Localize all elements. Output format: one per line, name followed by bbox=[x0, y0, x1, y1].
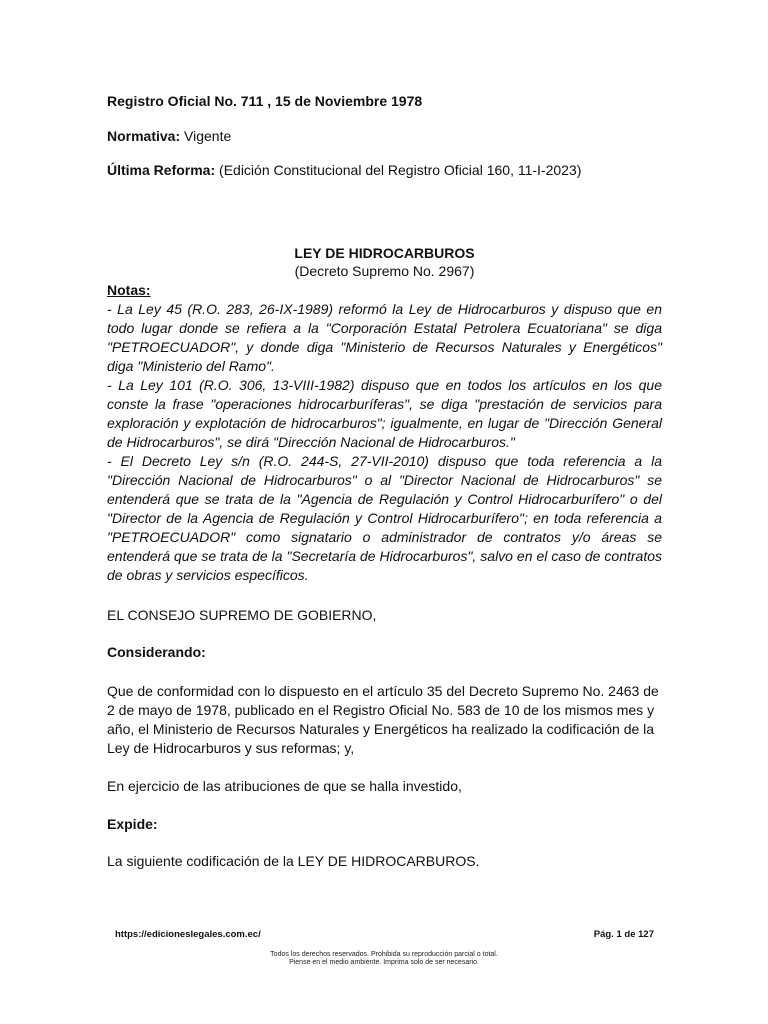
notes-section bbox=[107, 281, 662, 585]
page-number: Pág. 1 de 127 bbox=[593, 929, 654, 940]
footer-environment-note: Piense en el medio ambiente. Imprima solo de ser necesario. bbox=[289, 959, 479, 966]
expide-heading: Expide: bbox=[107, 816, 158, 832]
considerando-heading: Considerando: bbox=[107, 644, 206, 660]
document-title: LEY DE HIDROCARBUROS bbox=[294, 245, 475, 261]
footer-url-link[interactable]: https://edicioneslegales.com.ec/ bbox=[115, 929, 261, 940]
note-item: - La Ley 45 (R.O. 283, 26-IX-1989) reformó la Ley de Hidrocarburos y dispuso que en todo lugar donde se refiera a la "Corporación Estatal Petrolera Ecuatoriana" se diga "PETROECUADOR", y donde diga "Ministerio de Recursos Naturales y Energéticos" diga "Ministerio del Ramo". bbox=[107, 301, 662, 374]
ultima-reforma-value: (Edición Constitucional del Registro Oficial 160, 11-I-2023) bbox=[215, 162, 582, 178]
normativa-line bbox=[107, 127, 231, 146]
atribuciones-paragraph: En ejercicio de las atribuciones de que se halla investido, bbox=[107, 778, 462, 794]
note-item: - El Decreto Ley s/n (R.O. 244-S, 27-VII-2010) dispuso que toda referencia a la "Dirección Nacional de Hidrocarburos" o al "Director Nacional de Hidrocarburos" se entenderá que se trata de la "Agencia de Regulación y Control Hidrocarburífero" o del "Director de la Agencia de Regulación y Control Hidrocarburífero"; en toda referencia a "PETROECUADOR" como signatario o administrador de contratos y/o áreas se entenderá que se trata de la "Secretaría de Hidrocarburos", salvo en el caso de contratos de obras y servicios específicos. bbox=[107, 453, 662, 583]
ultima-reforma-label: Última Reforma: bbox=[107, 162, 216, 178]
consejo-line: EL CONSEJO SUPREMO DE GOBIERNO, bbox=[107, 607, 377, 623]
ultima-reforma-line bbox=[107, 161, 581, 180]
normativa-label: Normativa: bbox=[107, 128, 181, 144]
normativa-value: Vigente bbox=[180, 128, 232, 144]
document-subtitle: (Decreto Supremo No. 2967) bbox=[294, 263, 475, 279]
considerando-paragraph: Que de conformidad con lo dispuesto en el artículo 35 del Decreto Supremo No. 2463 de 2 de mayo de 1978, publicado en el Registro Oficial No. 583 de 10 de los mismos mes y año, el Ministerio de Recursos Naturales y Energéticos ha realizado la codificación de la Ley de Hidrocarburos y sus reformas; y, bbox=[107, 683, 659, 756]
notes-heading: Notas: bbox=[107, 282, 151, 298]
footer-rights-note: Todos los derechos reservados. Prohibida su reproducción parcial o total. bbox=[270, 951, 498, 958]
registro-oficial-heading: Registro Oficial No. 711 , 15 de Noviembre 1978 bbox=[107, 93, 423, 109]
codificacion-paragraph: La siguiente codificación de la LEY DE HIDROCARBUROS. bbox=[107, 853, 480, 869]
note-item: - La Ley 101 (R.O. 306, 13-VIII-1982) dispuso que en todos los artículos en los que conste la frase "operaciones hidrocarburíferas", se diga "prestación de servicios para exploración y explotación de hidrocarburos"; igualmente, en lugar de "Dirección General de Hidrocarburos", se dirá "Dirección Nacional de Hidrocarburos." bbox=[107, 377, 662, 450]
